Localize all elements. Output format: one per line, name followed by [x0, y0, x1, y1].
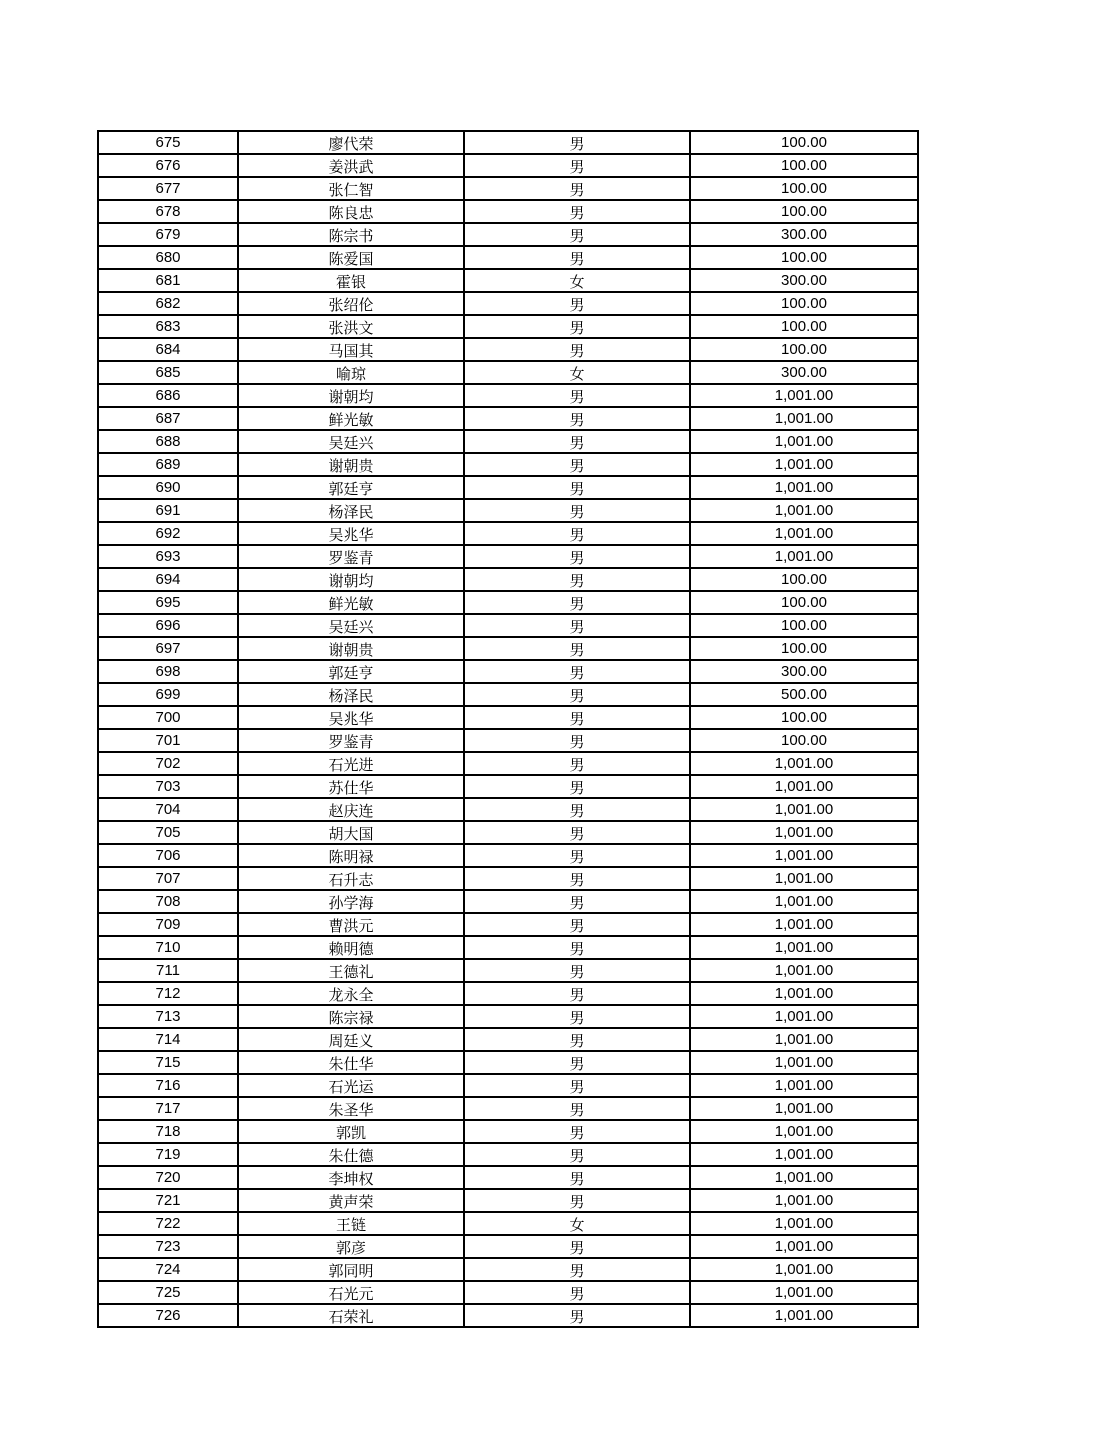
name-cell: 石荣礼: [238, 1304, 464, 1327]
name-cell: 郭彦: [238, 1235, 464, 1258]
row-number-cell: 714: [98, 1028, 238, 1051]
amount-cell: 1,001.00: [690, 821, 918, 844]
amount-cell: 1,001.00: [690, 1143, 918, 1166]
name-cell: 吴廷兴: [238, 430, 464, 453]
table-row: [98, 637, 918, 660]
amount-cell: 100.00: [690, 131, 918, 154]
name-cell: 陈爱国: [238, 246, 464, 269]
row-number-cell: 703: [98, 775, 238, 798]
table-row: [98, 1281, 918, 1304]
row-number-cell: 710: [98, 936, 238, 959]
name-cell: 郭廷亨: [238, 660, 464, 683]
amount-cell: 1,001.00: [690, 1051, 918, 1074]
table-row: [98, 200, 918, 223]
row-number-cell: 682: [98, 292, 238, 315]
table-row: [98, 1051, 918, 1074]
table-row: [98, 1143, 918, 1166]
row-number-cell: 677: [98, 177, 238, 200]
table-row: [98, 384, 918, 407]
name-cell: 陈良忠: [238, 200, 464, 223]
row-number-cell: 720: [98, 1166, 238, 1189]
gender-cell: 男: [464, 959, 690, 982]
name-cell: 朱仕德: [238, 1143, 464, 1166]
gender-cell: 男: [464, 1281, 690, 1304]
name-cell: 赵庆连: [238, 798, 464, 821]
amount-cell: 300.00: [690, 269, 918, 292]
table-row: [98, 361, 918, 384]
amount-cell: 1,001.00: [690, 1212, 918, 1235]
row-number-cell: 691: [98, 499, 238, 522]
table-row: [98, 476, 918, 499]
amount-cell: 1,001.00: [690, 476, 918, 499]
amount-cell: 1,001.00: [690, 936, 918, 959]
row-number-cell: 709: [98, 913, 238, 936]
gender-cell: 男: [464, 1258, 690, 1281]
table-row: [98, 821, 918, 844]
table-row: [98, 545, 918, 568]
table-row: [98, 1258, 918, 1281]
table-row: [98, 338, 918, 361]
gender-cell: 男: [464, 1166, 690, 1189]
name-cell: 石升志: [238, 867, 464, 890]
row-number-cell: 679: [98, 223, 238, 246]
row-number-cell: 718: [98, 1120, 238, 1143]
table-row: [98, 591, 918, 614]
amount-cell: 100.00: [690, 315, 918, 338]
name-cell: 谢朝均: [238, 384, 464, 407]
amount-cell: 300.00: [690, 223, 918, 246]
amount-cell: 300.00: [690, 361, 918, 384]
amount-cell: 100.00: [690, 200, 918, 223]
amount-cell: 1,001.00: [690, 798, 918, 821]
name-cell: 郭廷亨: [238, 476, 464, 499]
gender-cell: 男: [464, 1120, 690, 1143]
name-cell: 胡大国: [238, 821, 464, 844]
gender-cell: 男: [464, 499, 690, 522]
row-number-cell: 689: [98, 453, 238, 476]
row-number-cell: 676: [98, 154, 238, 177]
row-number-cell: 678: [98, 200, 238, 223]
row-number-cell: 699: [98, 683, 238, 706]
name-cell: 杨泽民: [238, 683, 464, 706]
gender-cell: 男: [464, 223, 690, 246]
amount-cell: 1,001.00: [690, 1120, 918, 1143]
row-number-cell: 722: [98, 1212, 238, 1235]
gender-cell: 男: [464, 453, 690, 476]
table-row: [98, 407, 918, 430]
amount-cell: 100.00: [690, 706, 918, 729]
table-row: [98, 522, 918, 545]
gender-cell: 男: [464, 867, 690, 890]
name-cell: 曹洪元: [238, 913, 464, 936]
amount-cell: 100.00: [690, 614, 918, 637]
table-row: [98, 430, 918, 453]
name-cell: 石光进: [238, 752, 464, 775]
row-number-cell: 697: [98, 637, 238, 660]
name-cell: 张绍伦: [238, 292, 464, 315]
row-number-cell: 702: [98, 752, 238, 775]
table-row: [98, 292, 918, 315]
name-cell: 吴廷兴: [238, 614, 464, 637]
gender-cell: 男: [464, 384, 690, 407]
gender-cell: 男: [464, 1005, 690, 1028]
row-number-cell: 684: [98, 338, 238, 361]
gender-cell: 男: [464, 131, 690, 154]
row-number-cell: 694: [98, 568, 238, 591]
name-cell: 郭同明: [238, 1258, 464, 1281]
gender-cell: 女: [464, 1212, 690, 1235]
gender-cell: 男: [464, 315, 690, 338]
row-number-cell: 705: [98, 821, 238, 844]
table-row: [98, 660, 918, 683]
table-row: [98, 844, 918, 867]
gender-cell: 男: [464, 177, 690, 200]
row-number-cell: 685: [98, 361, 238, 384]
amount-cell: 100.00: [690, 338, 918, 361]
row-number-cell: 708: [98, 890, 238, 913]
amount-cell: 1,001.00: [690, 499, 918, 522]
table-row: [98, 1166, 918, 1189]
gender-cell: 男: [464, 798, 690, 821]
amount-cell: 1,001.00: [690, 522, 918, 545]
gender-cell: 男: [464, 1143, 690, 1166]
table-row: [98, 1028, 918, 1051]
table-row: [98, 706, 918, 729]
name-cell: 吴兆华: [238, 706, 464, 729]
row-number-cell: 687: [98, 407, 238, 430]
table-row: [98, 683, 918, 706]
amount-cell: 1,001.00: [690, 1258, 918, 1281]
name-cell: 张仁智: [238, 177, 464, 200]
gender-cell: 女: [464, 361, 690, 384]
gender-cell: 男: [464, 476, 690, 499]
table-row: [98, 959, 918, 982]
gender-cell: 男: [464, 982, 690, 1005]
name-cell: 廖代荣: [238, 131, 464, 154]
amount-cell: 1,001.00: [690, 913, 918, 936]
table-row: [98, 1189, 918, 1212]
row-number-cell: 726: [98, 1304, 238, 1327]
amount-cell: 1,001.00: [690, 982, 918, 1005]
gender-cell: 男: [464, 683, 690, 706]
name-cell: 谢朝均: [238, 568, 464, 591]
table-row: [98, 775, 918, 798]
amount-cell: 1,001.00: [690, 890, 918, 913]
table-row: [98, 269, 918, 292]
table-row: [98, 1074, 918, 1097]
amount-cell: 1,001.00: [690, 1235, 918, 1258]
name-cell: 周廷义: [238, 1028, 464, 1051]
data-table: [97, 130, 919, 1328]
amount-cell: 100.00: [690, 568, 918, 591]
name-cell: 黄声荣: [238, 1189, 464, 1212]
amount-cell: 500.00: [690, 683, 918, 706]
name-cell: 吴兆华: [238, 522, 464, 545]
row-number-cell: 712: [98, 982, 238, 1005]
table-row: [98, 223, 918, 246]
amount-cell: 1,001.00: [690, 775, 918, 798]
amount-cell: 1,001.00: [690, 1074, 918, 1097]
name-cell: 喻琼: [238, 361, 464, 384]
table-row: [98, 982, 918, 1005]
gender-cell: 男: [464, 545, 690, 568]
amount-cell: 100.00: [690, 246, 918, 269]
gender-cell: 男: [464, 246, 690, 269]
table-row: [98, 1235, 918, 1258]
name-cell: 石光运: [238, 1074, 464, 1097]
amount-cell: 100.00: [690, 729, 918, 752]
gender-cell: 男: [464, 821, 690, 844]
name-cell: 朱仕华: [238, 1051, 464, 1074]
name-cell: 姜洪武: [238, 154, 464, 177]
name-cell: 苏仕华: [238, 775, 464, 798]
name-cell: 陈明禄: [238, 844, 464, 867]
amount-cell: 1,001.00: [690, 1166, 918, 1189]
row-number-cell: 693: [98, 545, 238, 568]
row-number-cell: 680: [98, 246, 238, 269]
gender-cell: 女: [464, 269, 690, 292]
gender-cell: 男: [464, 430, 690, 453]
table-row: [98, 131, 918, 154]
gender-cell: 男: [464, 637, 690, 660]
gender-cell: 男: [464, 1074, 690, 1097]
table-row: [98, 1304, 918, 1327]
gender-cell: 男: [464, 660, 690, 683]
name-cell: 马国其: [238, 338, 464, 361]
name-cell: 张洪文: [238, 315, 464, 338]
name-cell: 李坤权: [238, 1166, 464, 1189]
table-row: [98, 246, 918, 269]
gender-cell: 男: [464, 522, 690, 545]
row-number-cell: 715: [98, 1051, 238, 1074]
row-number-cell: 711: [98, 959, 238, 982]
row-number-cell: 707: [98, 867, 238, 890]
amount-cell: 100.00: [690, 637, 918, 660]
gender-cell: 男: [464, 844, 690, 867]
table-row: [98, 453, 918, 476]
row-number-cell: 701: [98, 729, 238, 752]
table-row: [98, 913, 918, 936]
row-number-cell: 704: [98, 798, 238, 821]
gender-cell: 男: [464, 154, 690, 177]
row-number-cell: 675: [98, 131, 238, 154]
row-number-cell: 681: [98, 269, 238, 292]
row-number-cell: 723: [98, 1235, 238, 1258]
row-number-cell: 724: [98, 1258, 238, 1281]
amount-cell: 100.00: [690, 154, 918, 177]
gender-cell: 男: [464, 1304, 690, 1327]
table-row: [98, 1120, 918, 1143]
row-number-cell: 717: [98, 1097, 238, 1120]
name-cell: 杨泽民: [238, 499, 464, 522]
gender-cell: 男: [464, 614, 690, 637]
name-cell: 石光元: [238, 1281, 464, 1304]
name-cell: 谢朝贵: [238, 453, 464, 476]
amount-cell: 1,001.00: [690, 1189, 918, 1212]
table-row: [98, 499, 918, 522]
amount-cell: 1,001.00: [690, 867, 918, 890]
amount-cell: 1,001.00: [690, 1304, 918, 1327]
gender-cell: 男: [464, 1097, 690, 1120]
gender-cell: 男: [464, 706, 690, 729]
table-row: [98, 752, 918, 775]
amount-cell: 1,001.00: [690, 1028, 918, 1051]
table-row: [98, 315, 918, 338]
amount-cell: 1,001.00: [690, 959, 918, 982]
table-row: [98, 798, 918, 821]
name-cell: 鲜光敏: [238, 407, 464, 430]
gender-cell: 男: [464, 1028, 690, 1051]
gender-cell: 男: [464, 1051, 690, 1074]
name-cell: 朱圣华: [238, 1097, 464, 1120]
gender-cell: 男: [464, 775, 690, 798]
table-row: [98, 177, 918, 200]
gender-cell: 男: [464, 568, 690, 591]
row-number-cell: 692: [98, 522, 238, 545]
name-cell: 罗鉴青: [238, 545, 464, 568]
row-number-cell: 690: [98, 476, 238, 499]
row-number-cell: 716: [98, 1074, 238, 1097]
gender-cell: 男: [464, 1235, 690, 1258]
row-number-cell: 719: [98, 1143, 238, 1166]
name-cell: 赖明德: [238, 936, 464, 959]
table-row: [98, 890, 918, 913]
row-number-cell: 698: [98, 660, 238, 683]
row-number-cell: 706: [98, 844, 238, 867]
name-cell: 孙学海: [238, 890, 464, 913]
table-body: [98, 131, 918, 1327]
table-row: [98, 568, 918, 591]
row-number-cell: 700: [98, 706, 238, 729]
gender-cell: 男: [464, 752, 690, 775]
amount-cell: 1,001.00: [690, 1097, 918, 1120]
table-row: [98, 936, 918, 959]
name-cell: 陈宗书: [238, 223, 464, 246]
amount-cell: 1,001.00: [690, 1281, 918, 1304]
gender-cell: 男: [464, 407, 690, 430]
amount-cell: 1,001.00: [690, 1005, 918, 1028]
name-cell: 郭凯: [238, 1120, 464, 1143]
table-row: [98, 1005, 918, 1028]
amount-cell: 1,001.00: [690, 407, 918, 430]
gender-cell: 男: [464, 200, 690, 223]
amount-cell: 1,001.00: [690, 453, 918, 476]
table-row: [98, 154, 918, 177]
row-number-cell: 725: [98, 1281, 238, 1304]
name-cell: 罗鉴青: [238, 729, 464, 752]
table-row: [98, 1097, 918, 1120]
row-number-cell: 713: [98, 1005, 238, 1028]
gender-cell: 男: [464, 591, 690, 614]
name-cell: 王链: [238, 1212, 464, 1235]
gender-cell: 男: [464, 890, 690, 913]
name-cell: 王德礼: [238, 959, 464, 982]
gender-cell: 男: [464, 729, 690, 752]
amount-cell: 1,001.00: [690, 430, 918, 453]
table-row: [98, 1212, 918, 1235]
table-row: [98, 614, 918, 637]
row-number-cell: 695: [98, 591, 238, 614]
name-cell: 陈宗禄: [238, 1005, 464, 1028]
amount-cell: 100.00: [690, 177, 918, 200]
gender-cell: 男: [464, 913, 690, 936]
row-number-cell: 696: [98, 614, 238, 637]
gender-cell: 男: [464, 338, 690, 361]
row-number-cell: 688: [98, 430, 238, 453]
name-cell: 龙永全: [238, 982, 464, 1005]
gender-cell: 男: [464, 936, 690, 959]
table-row: [98, 867, 918, 890]
amount-cell: 1,001.00: [690, 844, 918, 867]
name-cell: 鲜光敏: [238, 591, 464, 614]
amount-cell: 100.00: [690, 591, 918, 614]
row-number-cell: 683: [98, 315, 238, 338]
amount-cell: 100.00: [690, 292, 918, 315]
row-number-cell: 721: [98, 1189, 238, 1212]
gender-cell: 男: [464, 1189, 690, 1212]
gender-cell: 男: [464, 292, 690, 315]
name-cell: 谢朝贵: [238, 637, 464, 660]
amount-cell: 1,001.00: [690, 384, 918, 407]
table-row: [98, 729, 918, 752]
amount-cell: 1,001.00: [690, 545, 918, 568]
amount-cell: 300.00: [690, 660, 918, 683]
name-cell: 霍银: [238, 269, 464, 292]
row-number-cell: 686: [98, 384, 238, 407]
amount-cell: 1,001.00: [690, 752, 918, 775]
